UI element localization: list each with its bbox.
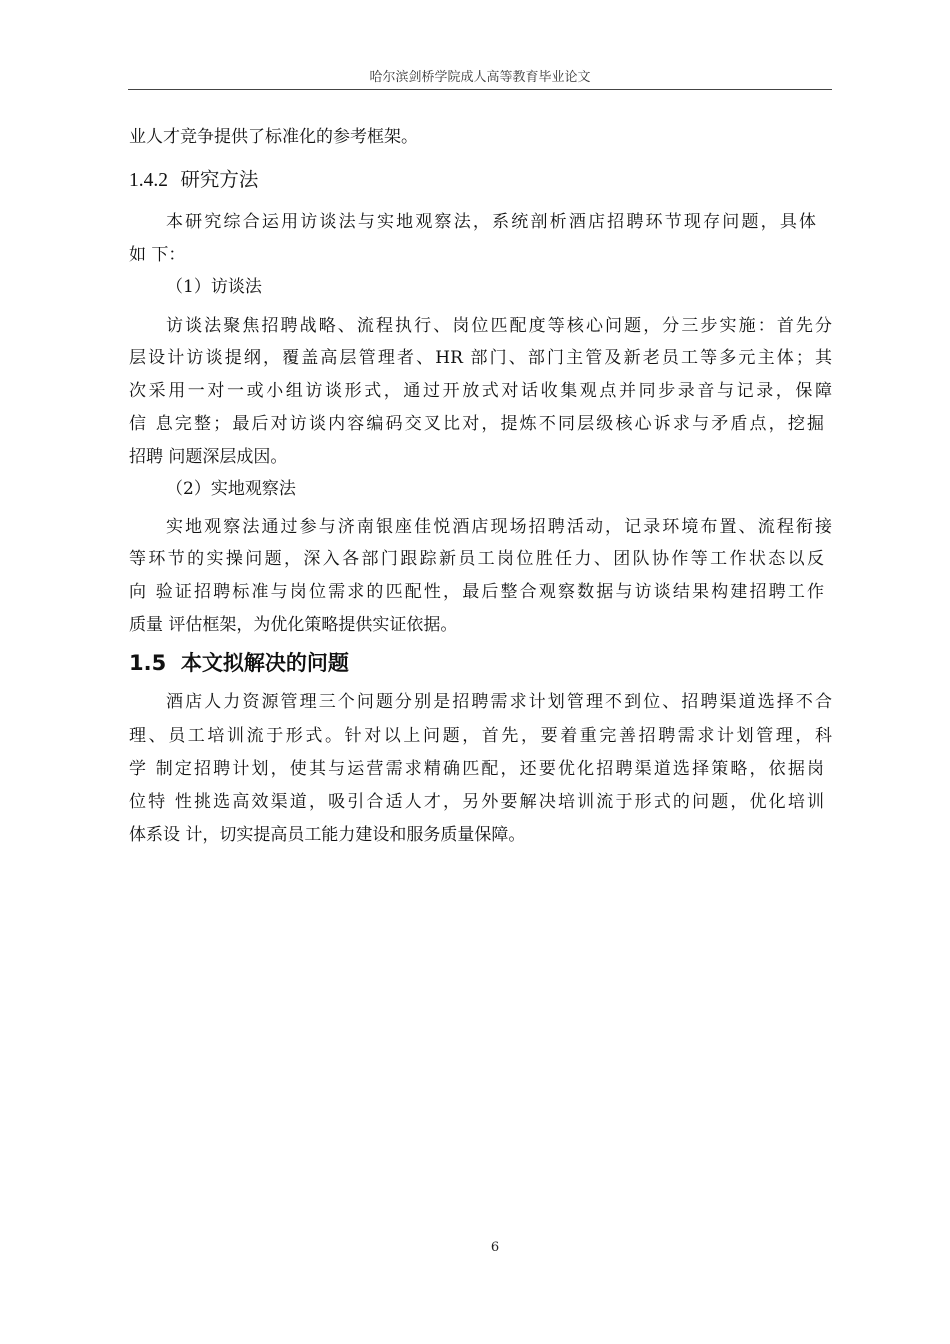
paragraph-line: 次采用一对一或小组访谈形式，通过开放式对话收集观点并同步录音与记录，保障 — [129, 381, 832, 401]
paragraph-line: 本研究综合运用访谈法与实地观察法，系统剖析酒店招聘环节现存问题，具体 — [166, 212, 816, 232]
paragraph-line: 体系设 计，切实提高员工能力建设和服务质量保障。 — [129, 825, 526, 845]
section-title: 研究方法 — [180, 168, 259, 191]
section-number: 1.5 — [129, 651, 167, 675]
section-heading-1-4-2 — [129, 168, 832, 193]
paragraph-line: 如 下： — [129, 245, 186, 265]
paragraph-line: 向 验证招聘标准与岗位需求的匹配性，最后整合观察数据与访谈结果构建招聘工作 — [129, 582, 824, 602]
paragraph-line: 实地观察法通过参与济南银座佳悦酒店现场招聘活动，记录环境布置、流程衔接 — [166, 517, 832, 537]
paragraph-line: 学 制定招聘计划，使其与运营需求精确匹配，还要优化招聘渠道选择策略，依据岗 — [129, 759, 824, 779]
paragraph-line: 位特 性挑选高效渠道，吸引合适人才，另外要解决培训流于形式的问题，优化培训 — [129, 792, 824, 812]
section-title: 本文拟解决的问题 — [180, 651, 349, 675]
section-number: 1.4.2 — [129, 170, 168, 191]
subsection-title-interview: （1）访谈法 — [166, 277, 262, 297]
page-number: 6 — [490, 1240, 500, 1255]
paragraph-line: 质量 评估框架，为优化策略提供实证依据。 — [129, 615, 458, 635]
paragraph-line: 酒店人力资源管理三个问题分别是招聘需求计划管理不到位、招聘渠道选择不合 — [166, 692, 832, 712]
paragraph-line: 等环节的实操问题，深入各部门跟踪新员工岗位胜任力、团队协作等工作状态以反 — [129, 549, 824, 569]
page-header: 哈尔滨剑桥学院成人高等教育毕业论文 — [369, 70, 591, 85]
paragraph-line: 层设计访谈提纲，覆盖高层管理者、HR 部门、部门主管及新老员工等多元主体；其 — [129, 348, 832, 368]
subsection-title-observation: （2）实地观察法 — [166, 479, 296, 499]
header-rule — [128, 89, 832, 90]
paragraph-line: 访谈法聚焦招聘战略、流程执行、岗位匹配度等核心问题，分三步实施：首先分 — [166, 316, 832, 336]
paragraph-line: 信 息完整；最后对访谈内容编码交叉比对，提炼不同层级核心诉求与矛盾点，挖掘 — [129, 414, 824, 434]
carry-over-line: 业人才竞争提供了标准化的参考框架。 — [129, 127, 418, 147]
section-heading-1-5 — [129, 650, 832, 676]
paragraph-line: 理、员工培训流于形式。针对以上问题，首先，要着重完善招聘需求计划管理，科 — [129, 726, 832, 746]
paragraph-line: 招聘 问题深层成因。 — [129, 447, 288, 467]
